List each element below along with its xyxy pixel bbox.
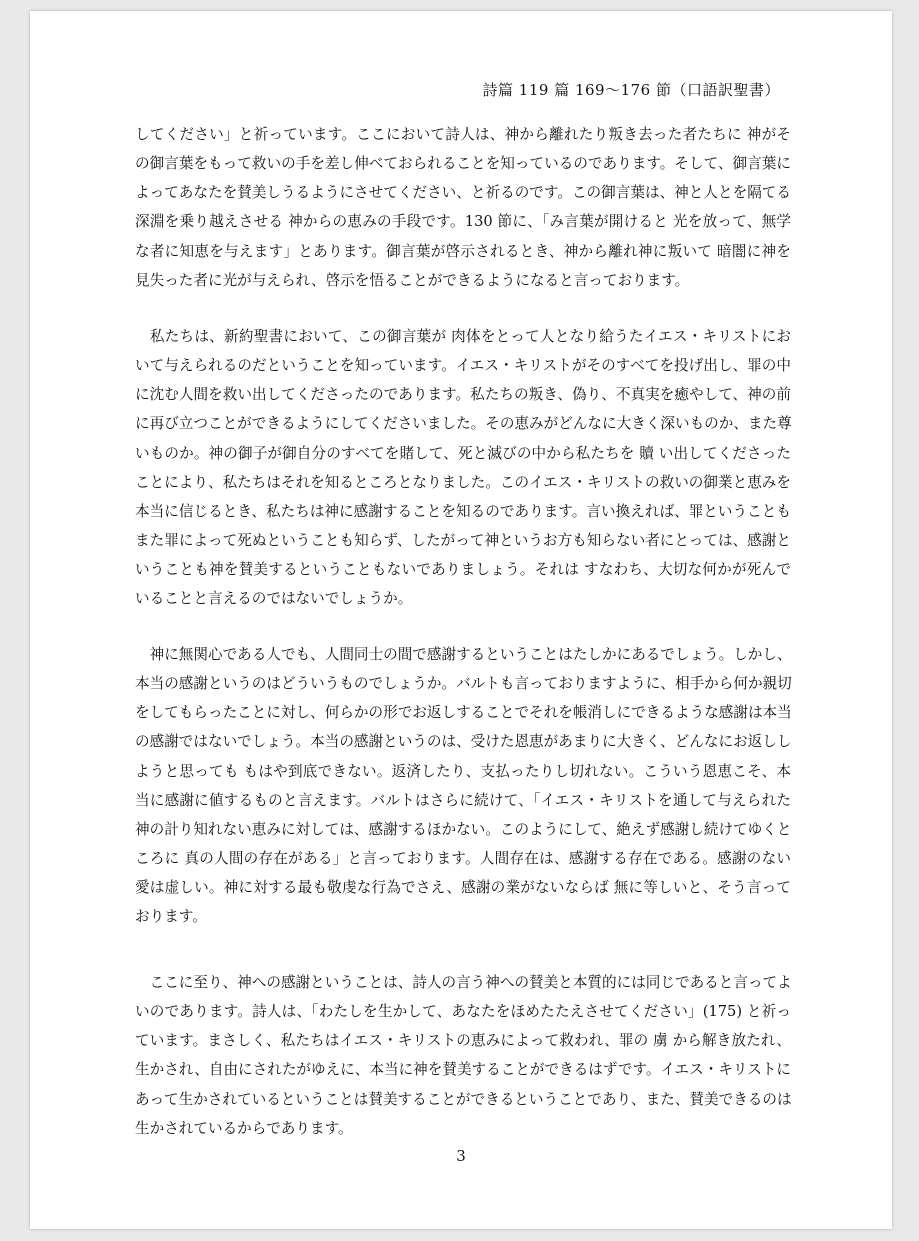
text-line: ここに至り、神への感謝ということは、詩人の言う神への賛美と本質的には同じであると言ってよ (135, 974, 792, 991)
text-line: いることと言えるのではないでしょうか。 (135, 590, 413, 608)
paragraph-4 (135, 968, 791, 1143)
text-line: いうことも神を賛美するということもないでありましょう。それは すなわち、大切な何かが死んで (135, 561, 791, 579)
text-line: に沈む人間を救い出してくださったのであります。私たちの叛き、偽り、不真実を癒やして、神の前 (135, 386, 791, 404)
text-line: ています。まさしく、私たちはイエス・キリストの恵みによって救われ、罪の 虜 から解き放たれ、 (135, 1032, 791, 1050)
paragraph-3 (135, 640, 791, 931)
page-number: 3 (456, 1147, 466, 1165)
text-line: いものか。神の御子が御自分のすべてを賭して、死と滅びの中から私たちを 贖 い出してくださった (135, 444, 791, 462)
document-page (30, 11, 892, 1229)
text-line: の御言葉をもって救いの手を差し伸べておられることを知っているのであります。そして、御言葉に (135, 155, 791, 173)
paragraph-1 (135, 120, 791, 295)
text-line: 愛は虚しい。神に対する最も敬虔な行為でさえ、感謝の業がないならば 無に等しいと、そう言って (135, 879, 791, 897)
text-line: いて与えられるのだということを知っています。イエス・キリストがそのすべてを投げ出し、罪の中 (135, 357, 791, 375)
text-line: 生かされ、自由にされたがゆえに、本当に神を賛美することができるはずです。イエス・キリストに (135, 1061, 791, 1079)
text-line: よってあなたを賛美しうるようにさせてください、と祈るのです。この御言葉は、神と人とを隔てる (135, 184, 791, 202)
text-line: ころに 真の人間の存在がある」と言っております。人間存在は、感謝する存在である。感謝のない (135, 849, 791, 867)
text-line: してください」と祈っています。ここにおいて詩人は、神から離れたり叛き去った者たちに 神がそ (135, 126, 791, 143)
text-line: の感謝ではないでしょう。本当の感謝というのは、受けた恩恵があまりに大きく、どんなにお返しし (135, 733, 792, 751)
text-line: 神の計り知れない恵みに対しては、感謝するほかない。このようにして、絶えず感謝し続けてゆくと (135, 820, 792, 838)
text-line: に再び立つことができるようにしてくださいました。その恵みがどんなに大きく深いものか、また尊 (135, 415, 792, 433)
text-line: おります。 (135, 908, 207, 926)
text-line: 見失った者に光が与えられ、啓示を悟ることができるようになると言っております。 (135, 271, 690, 289)
text-line: あって生かされているということは賛美することができるということであり、また、賛美できるのは (135, 1090, 792, 1108)
text-line: ことにより、私たちはそれを知るところとなりました。このイエス・キリストの救いの御業と恵みを (135, 473, 791, 491)
text-line: 神に無関心である人でも、人間同士の間で感謝するということはたしかにあるでしょう。しかし、 (135, 646, 792, 663)
text-line: いのであります。詩人は、「わたしを生かして、あなたをほめたたえさせてください」(175) と祈っ (135, 1003, 791, 1021)
text-line: 当に感謝に値するものと言えます。バルトはさらに続けて、「イエス・キリストを通して与えられた (135, 791, 791, 809)
text-line: 本当に信じるとき、私たちは神に感謝することを知るのであります。言い換えれば、罪ということも (135, 502, 791, 520)
paragraph-2 (135, 322, 791, 613)
text-line: 本当の感謝というのはどういうものでしょうか。バルトも言っておりますように、相手から何か親切 (135, 675, 792, 693)
text-line: 生かされているからであります。 (135, 1119, 353, 1137)
page-header-title: 詩篇 119 篇 169～176 節（口語訳聖書） (482, 81, 780, 99)
text-line: 深淵を乗り越えさせる 神からの恵みの手段です。130 節に、「み言葉が開けると 光を放って、無学 (135, 213, 791, 231)
text-line: また罪によって死ぬということも知らず、したがって神というお方も知らない者にとっては、感謝と (135, 531, 791, 549)
text-line: 私たちは、新約聖書において、この御言葉が 肉体をとって人となり給うたイエス・キリストにお (135, 328, 791, 345)
text-line: な者に知恵を与えます」とあります。御言葉が啓示されるとき、神から離れ神に叛いて 暗闇に神を (135, 242, 791, 260)
text-line: をしてもらったことに対し、何らかの形でお返しすることでそれを帳消しにできるような感謝は本当 (135, 704, 792, 722)
text-line: ようと思っても もはや到底できない。返済したり、支払ったりし切れない。こういう恩恵こそ、本 (135, 762, 791, 780)
